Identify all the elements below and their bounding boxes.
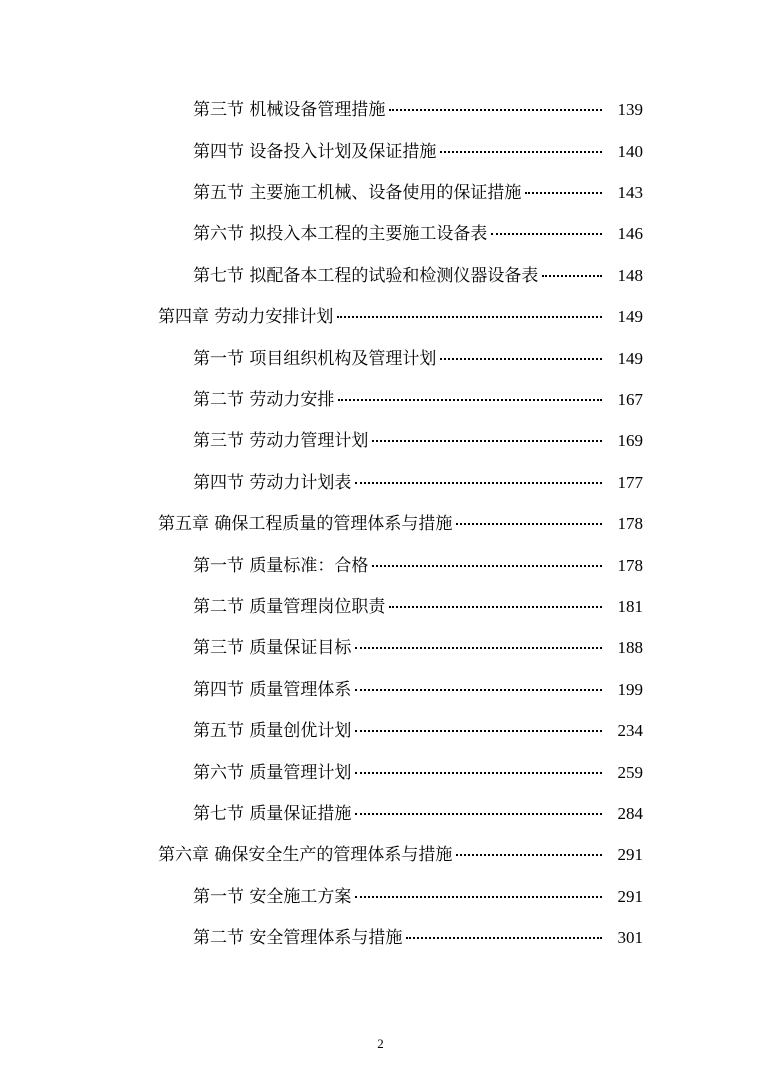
toc-entry-title: 第六章 确保安全生产的管理体系与措施 [158, 845, 453, 865]
dot-leader [338, 399, 602, 401]
dot-leader [456, 854, 602, 856]
dot-leader [355, 689, 602, 691]
toc-entry[interactable] [0, 137, 761, 167]
toc-entry-title: 第三节 质量保证目标 [193, 638, 352, 658]
toc-entry-page: 149 [617, 307, 643, 326]
dot-leader [389, 109, 602, 111]
dot-leader [406, 937, 602, 939]
dot-leader [355, 647, 602, 649]
toc-entry-page: 181 [617, 597, 643, 616]
toc-entry-page: 139 [617, 100, 643, 119]
toc-entry-title: 第二节 质量管理岗位职责 [193, 597, 386, 617]
dot-leader [542, 275, 602, 277]
dot-leader [337, 316, 602, 318]
toc-entry-page: 284 [617, 804, 643, 823]
dot-leader [355, 896, 602, 898]
dot-leader [355, 730, 602, 732]
toc-entry-title: 第二节 劳动力安排 [193, 390, 335, 410]
toc-entry[interactable] [0, 840, 761, 870]
toc-entry-title: 第四节 质量管理体系 [193, 680, 352, 700]
toc-entry-page: 148 [617, 266, 643, 285]
toc-entry-title: 第七节 质量保证措施 [193, 804, 352, 824]
toc-entry-title: 第四节 劳动力计划表 [193, 473, 352, 493]
dot-leader [355, 813, 602, 815]
toc-entry[interactable] [0, 675, 761, 705]
dot-leader [355, 772, 602, 774]
toc-entry-page: 149 [617, 349, 643, 368]
toc-entry-title: 第一节 项目组织机构及管理计划 [193, 349, 437, 369]
toc-entry[interactable] [0, 716, 761, 746]
toc-entry-title: 第六节 拟投入本工程的主要施工设备表 [193, 224, 488, 244]
toc-entry[interactable] [0, 95, 761, 125]
toc-entry-page: 199 [617, 680, 643, 699]
toc-entry[interactable] [0, 302, 761, 332]
dot-leader [440, 358, 602, 360]
toc-entry[interactable] [0, 923, 761, 953]
toc-entry[interactable] [0, 509, 761, 539]
toc-entry-title: 第五节 主要施工机械、设备使用的保证措施 [193, 183, 522, 203]
toc-entry[interactable] [0, 385, 761, 415]
toc-entry-title: 第七节 拟配备本工程的试验和检测仪器设备表 [193, 266, 539, 286]
toc-entry-page: 301 [617, 928, 643, 947]
toc-entry-title: 第三节 劳动力管理计划 [193, 431, 369, 451]
toc-entry-title: 第二节 安全管理体系与措施 [193, 928, 403, 948]
toc-entry[interactable] [0, 592, 761, 622]
dot-leader [440, 151, 602, 153]
toc-entry-title: 第四节 设备投入计划及保证措施 [193, 142, 437, 162]
toc-entry[interactable] [0, 344, 761, 374]
toc-entry[interactable] [0, 799, 761, 829]
dot-leader [456, 523, 602, 525]
dot-leader [491, 233, 602, 235]
toc-entry[interactable] [0, 426, 761, 456]
toc-entry-page: 291 [617, 845, 643, 864]
dot-leader [389, 606, 602, 608]
page-number: 2 [377, 1036, 384, 1051]
toc-entry[interactable] [0, 551, 761, 581]
toc-entry-page: 140 [617, 142, 643, 161]
toc-entry[interactable] [0, 178, 761, 208]
toc-entry-title: 第五章 确保工程质量的管理体系与措施 [158, 514, 453, 534]
toc-entry-page: 143 [617, 183, 643, 202]
toc-entry-title: 第六节 质量管理计划 [193, 763, 352, 783]
toc-entry[interactable] [0, 468, 761, 498]
dot-leader [372, 440, 602, 442]
toc-entry[interactable] [0, 758, 761, 788]
toc-entry-title: 第一节 安全施工方案 [193, 887, 352, 907]
toc-entry-page: 169 [617, 431, 643, 450]
toc-entry-page: 291 [617, 887, 643, 906]
toc-entry-title: 第五节 质量创优计划 [193, 721, 352, 741]
dot-leader [355, 482, 602, 484]
toc-entry-page: 188 [617, 638, 643, 657]
toc-entry-title: 第一节 质量标准：合格 [193, 556, 369, 576]
toc-entry-page: 259 [617, 763, 643, 782]
toc-entry-title: 第三节 机械设备管理措施 [193, 100, 386, 120]
toc-entry-page: 178 [617, 514, 643, 533]
dot-leader [372, 565, 602, 567]
toc-entry-title: 第四章 劳动力安排计划 [158, 307, 334, 327]
toc-entry[interactable] [0, 633, 761, 663]
toc-entry-page: 167 [617, 390, 643, 409]
toc-entry-page: 178 [617, 556, 643, 575]
dot-leader [525, 192, 602, 194]
toc-entry[interactable] [0, 219, 761, 249]
toc-entry-page: 146 [617, 224, 643, 243]
toc-entry-page: 234 [617, 721, 643, 740]
toc-entry[interactable] [0, 261, 761, 291]
toc-entry[interactable] [0, 882, 761, 912]
toc-entry-page: 177 [617, 473, 643, 492]
